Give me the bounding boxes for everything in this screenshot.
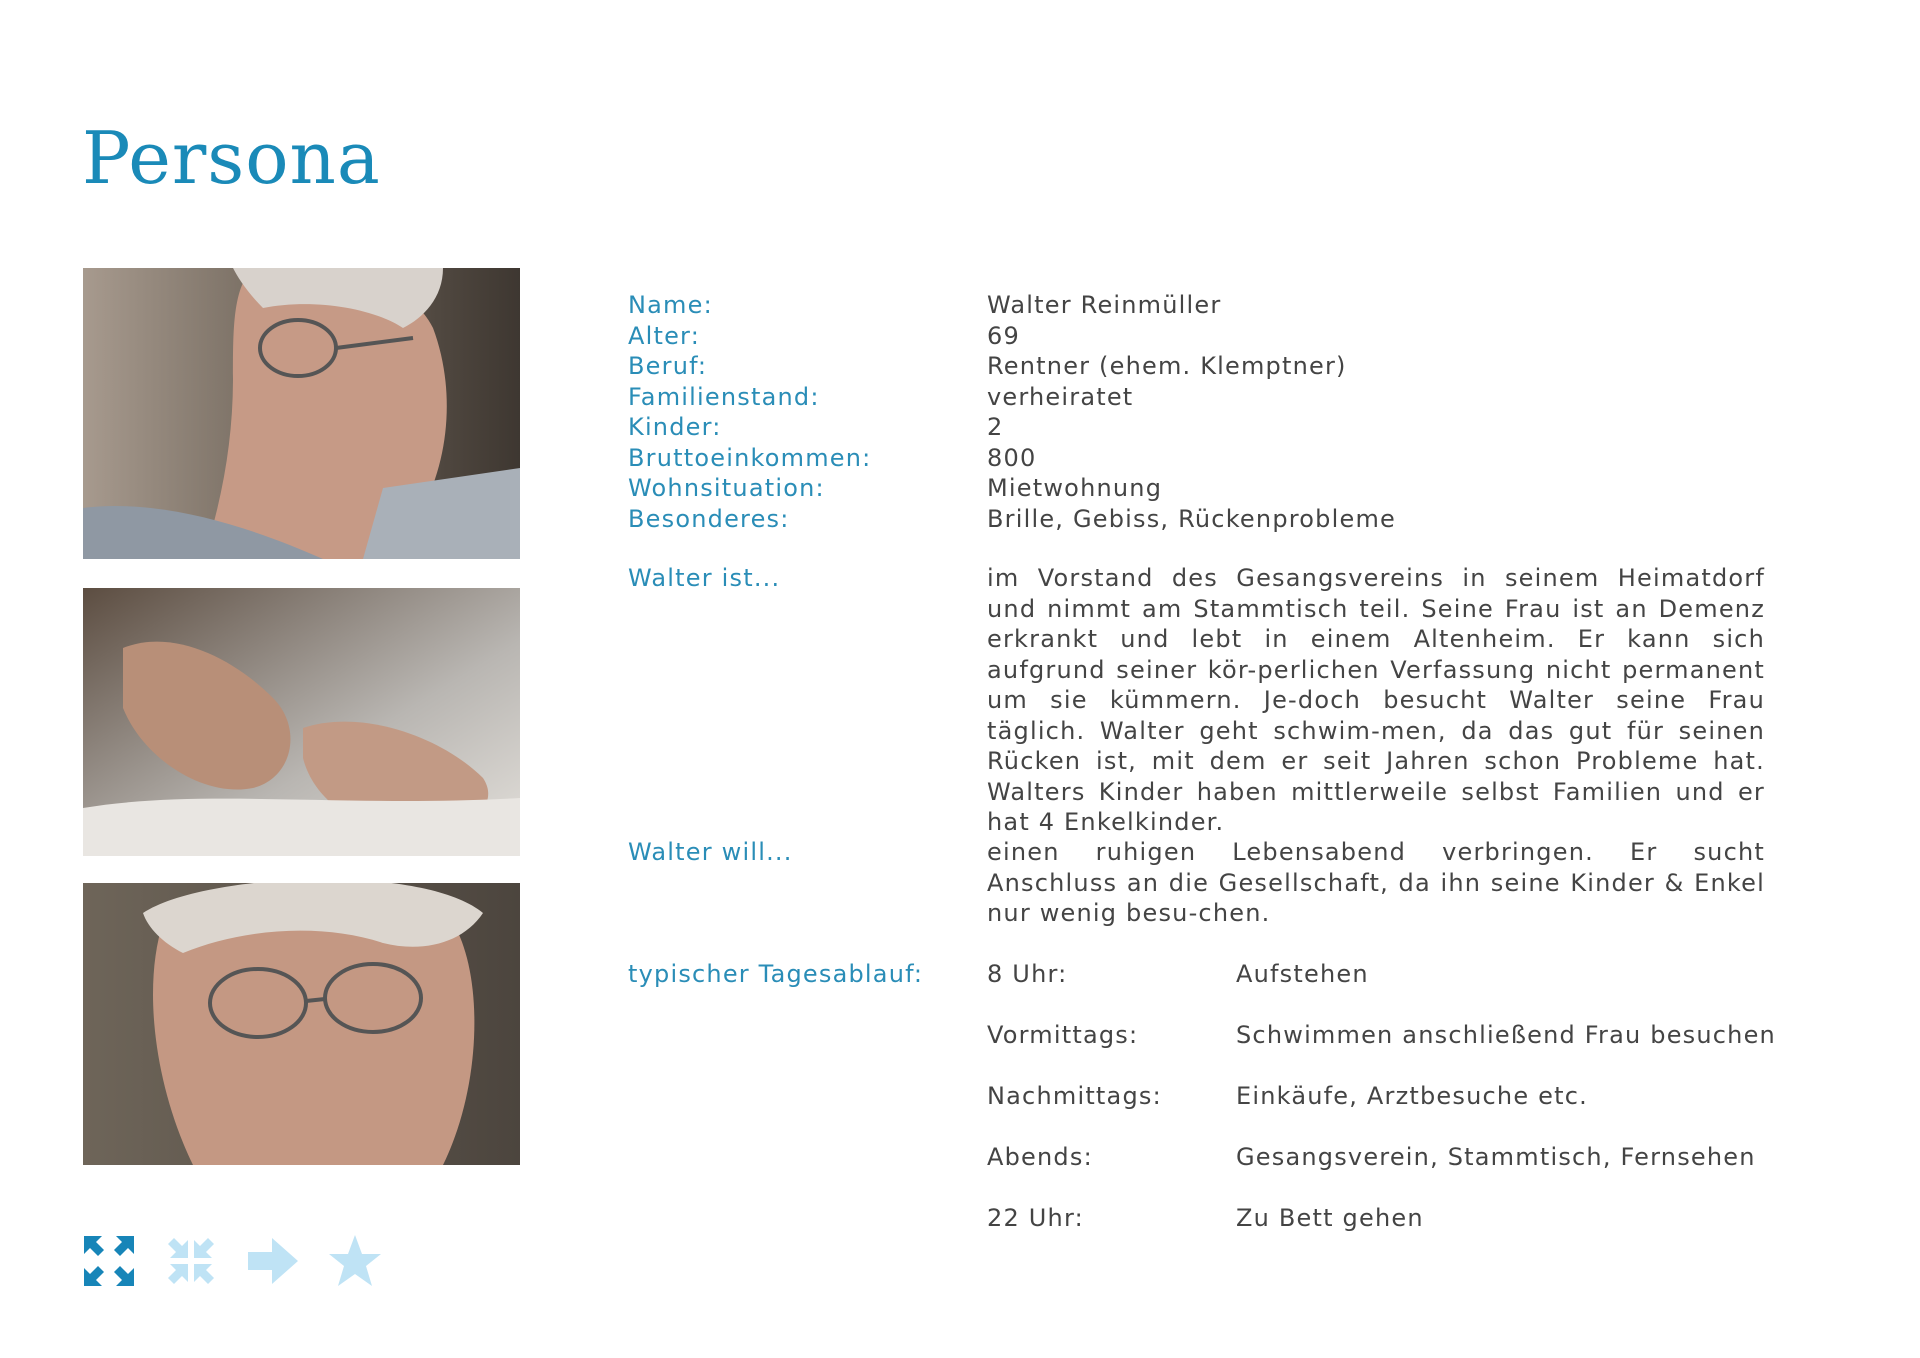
profile-label: Kinder: <box>628 413 722 441</box>
arrow-right-icon[interactable] <box>246 1234 300 1288</box>
profile-value: Brille, Gebiss, Rückenprobleme <box>987 504 1396 533</box>
section-label-ist: Walter ist... <box>628 564 781 592</box>
collapse-icon[interactable] <box>164 1234 218 1288</box>
schedule-time: Nachmittags: <box>987 1082 1162 1110</box>
portrait-photo-side <box>83 268 520 559</box>
profile-label: Bruttoeinkommen: <box>628 443 872 472</box>
section-text-ist: im Vorstand des Gesangsvereins in seinem Heimatdorf und nimmt am Stammtisch teil. Seine Frau ist an Demenz erkrankt und lebt in einem Altenheim. Er kann sich aufgrund seiner kör-perlichen Verfassung nicht permanent um sie kümmern. Je-doch besucht Walter seine Frau täglich. Walter geht schwim-men, da das gut für seinen Rücken ist, mit dem er seit Jahren schon Probleme hat. Walters Kinder haben mittlerweile selbst Familien und er hat 4 Enkelkinder. <box>987 564 1765 836</box>
schedule-activity: Gesangsverein, Stammtisch, Fernsehen <box>1236 1143 1756 1171</box>
profile-value: 69 <box>987 321 1020 350</box>
schedule-time: 8 Uhr: <box>987 960 1068 988</box>
profile-label: Name: <box>628 291 713 319</box>
profile-value: 2 <box>987 413 1004 441</box>
star-icon[interactable] <box>328 1234 382 1288</box>
schedule-time: Abends: <box>987 1143 1093 1171</box>
section-text-will: einen ruhigen Lebensabend verbringen. Er sucht Anschluss an die Gesellschaft, da ihn seine Kinder & Enkel nur wenig besu-chen. <box>987 838 1765 927</box>
schedule-activity: Einkäufe, Arztbesuche etc. <box>1236 1082 1588 1110</box>
profile-value: 800 <box>987 443 1037 472</box>
profile-label: Besonderes: <box>628 504 790 533</box>
profile-value: Rentner (ehem. Klemptner) <box>987 352 1347 380</box>
expand-icon[interactable] <box>82 1234 136 1288</box>
profile-label: Alter: <box>628 321 700 350</box>
profile-label: Beruf: <box>628 352 708 380</box>
page-title: Persona <box>82 116 381 200</box>
portrait-photo-front <box>83 883 520 1165</box>
profile-label: Wohnsituation: <box>628 474 825 502</box>
profile-value: Mietwohnung <box>987 474 1163 502</box>
profile-label: Familienstand: <box>628 382 820 411</box>
schedule-time: 22 Uhr: <box>987 1204 1084 1232</box>
schedule-activity: Aufstehen <box>1236 960 1369 988</box>
schedule-label: typischer Tagesablauf: <box>628 960 924 988</box>
profile-value: Walter Reinmüller <box>987 291 1222 319</box>
schedule-activity: Zu Bett gehen <box>1236 1204 1424 1232</box>
profile-value: verheiratet <box>987 382 1134 411</box>
schedule-time: Vormittags: <box>987 1021 1139 1049</box>
section-label-will: Walter will... <box>628 838 793 866</box>
hands-gesture-photo <box>83 588 520 856</box>
schedule-activity: Schwimmen anschließend Frau besuchen <box>1236 1021 1776 1049</box>
